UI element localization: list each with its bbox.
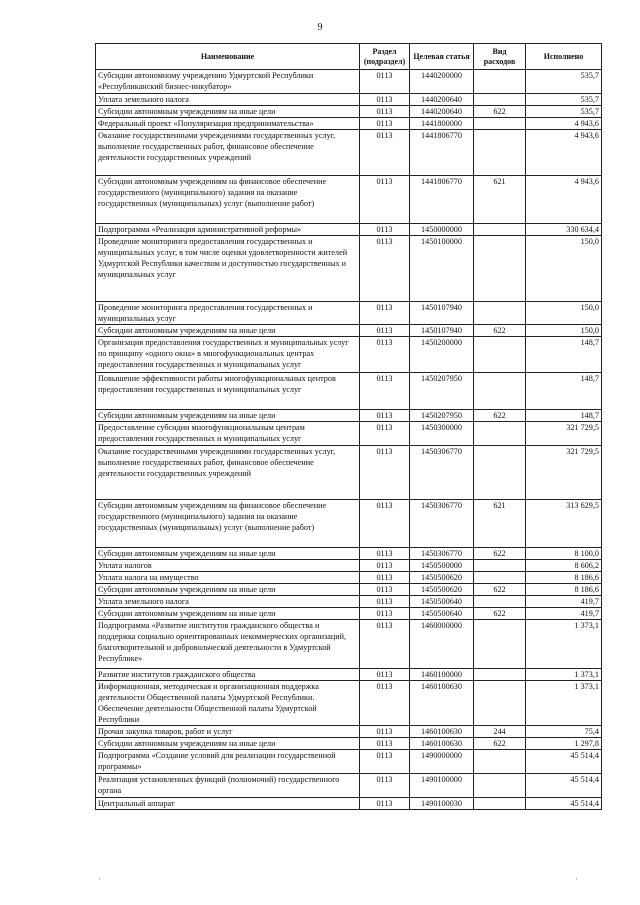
header-name: Наименование bbox=[96, 44, 360, 70]
cell-target: 1490100000 bbox=[410, 774, 474, 798]
cell-expense-type bbox=[474, 572, 526, 584]
page-number: 9 bbox=[317, 22, 323, 33]
cell-section: 0113 bbox=[360, 738, 410, 750]
cell-target: 1460000000 bbox=[410, 620, 474, 669]
cell-name: Субсидии автономным учреждениям на иные цели bbox=[96, 738, 360, 750]
cell-target: 1440200000 bbox=[410, 70, 474, 94]
table-row bbox=[96, 94, 602, 106]
cell-name: Субсидии автономным учреждениям на иные цели bbox=[96, 584, 360, 596]
cell-executed: 321 729,5 bbox=[526, 422, 602, 446]
cell-name: Подпрограмма «Развитие институтов гражданского общества и поддержка социально ориентированных некоммерческих организаций, благотворительной и добровольческой деятельности в Удмуртской Республике» bbox=[96, 620, 360, 669]
table-row bbox=[96, 620, 602, 669]
budget-execution-table bbox=[95, 43, 602, 810]
table-row bbox=[96, 560, 602, 572]
cell-expense-type bbox=[474, 798, 526, 810]
cell-name: Субсидии автономным учреждениям на иные цели bbox=[96, 325, 360, 337]
cell-target: 1460100630 bbox=[410, 738, 474, 750]
table-row bbox=[96, 608, 602, 620]
table-row bbox=[96, 70, 602, 94]
table-row bbox=[96, 410, 602, 422]
table-row bbox=[96, 224, 602, 236]
cell-name: Субсидии автономным учреждениям на иные цели bbox=[96, 608, 360, 620]
cell-section: 0113 bbox=[360, 118, 410, 130]
table-row bbox=[96, 118, 602, 130]
cell-executed: 535,7 bbox=[526, 94, 602, 106]
cell-expense-type bbox=[474, 373, 526, 410]
cell-section: 0113 bbox=[360, 572, 410, 584]
cell-expense-type bbox=[474, 560, 526, 572]
cell-name: Подпрограмма «Реализация административной реформы» bbox=[96, 224, 360, 236]
cell-section: 0113 bbox=[360, 325, 410, 337]
cell-executed: 419,7 bbox=[526, 608, 602, 620]
cell-target: 1440200640 bbox=[410, 106, 474, 118]
cell-executed: 150,0 bbox=[526, 325, 602, 337]
scan-mark: · bbox=[575, 874, 578, 884]
cell-name: Организация предоставления государственных и муниципальных услуг по принципу «одного окна» в многофункциональных центрах предоставления государственных и муниципальных услуг bbox=[96, 337, 360, 373]
cell-name: Информационная, методическая и организационная поддержка деятельности Общественной палаты Удмуртской Республики. Обеспечение деятельности Общественной палаты Удмуртской Республики bbox=[96, 681, 360, 726]
cell-expense-type bbox=[474, 596, 526, 608]
cell-target: 1450207950 bbox=[410, 410, 474, 422]
table-row bbox=[96, 548, 602, 560]
cell-section: 0113 bbox=[360, 500, 410, 548]
cell-executed: 45 514,4 bbox=[526, 798, 602, 810]
cell-name: Развитие институтов гражданского общества bbox=[96, 669, 360, 681]
cell-executed: 4 943,6 bbox=[526, 118, 602, 130]
cell-name: Реализация установленных функций (полномочий) государственного органа bbox=[96, 774, 360, 798]
header-executed: Исполнено bbox=[526, 44, 602, 70]
cell-executed: 150,0 bbox=[526, 236, 602, 302]
cell-target: 1450200000 bbox=[410, 337, 474, 373]
cell-target: 1460100000 bbox=[410, 669, 474, 681]
table-header-row bbox=[96, 44, 602, 70]
table-row bbox=[96, 738, 602, 750]
cell-expense-type: 622 bbox=[474, 325, 526, 337]
cell-section: 0113 bbox=[360, 176, 410, 224]
cell-target: 1450500640 bbox=[410, 608, 474, 620]
cell-name: Субсидии автономным учреждениям на иные цели bbox=[96, 548, 360, 560]
cell-section: 0113 bbox=[360, 446, 410, 500]
cell-executed: 8 100,0 bbox=[526, 548, 602, 560]
cell-name: Предоставление субсидии многофункциональным центрам предоставления государственных и муниципальных услуг bbox=[96, 422, 360, 446]
cell-target: 1450500620 bbox=[410, 584, 474, 596]
cell-section: 0113 bbox=[360, 669, 410, 681]
cell-name: Федеральный проект «Популяризация предпринимательства» bbox=[96, 118, 360, 130]
cell-expense-type bbox=[474, 302, 526, 325]
cell-section: 0113 bbox=[360, 548, 410, 560]
cell-executed: 148,7 bbox=[526, 373, 602, 410]
cell-target: 1450000000 bbox=[410, 224, 474, 236]
table-row bbox=[96, 422, 602, 446]
cell-executed: 4 943,6 bbox=[526, 176, 602, 224]
cell-target: 1441800000 bbox=[410, 118, 474, 130]
cell-section: 0113 bbox=[360, 302, 410, 325]
cell-section: 0113 bbox=[360, 584, 410, 596]
cell-target: 1441806770 bbox=[410, 130, 474, 176]
cell-target: 1450306770 bbox=[410, 500, 474, 548]
cell-section: 0113 bbox=[360, 224, 410, 236]
cell-section: 0113 bbox=[360, 798, 410, 810]
table-row bbox=[96, 726, 602, 738]
cell-target: 1450107940 bbox=[410, 302, 474, 325]
cell-name: Уплата налогов bbox=[96, 560, 360, 572]
cell-target: 1450300000 bbox=[410, 422, 474, 446]
table-row bbox=[96, 798, 602, 810]
cell-section: 0113 bbox=[360, 596, 410, 608]
cell-executed: 75,4 bbox=[526, 726, 602, 738]
cell-name: Субсидии автономным учреждениям на финансовое обеспечение государственного (муниципального) задания на оказание государственных (муниципальных) услуг (выполнение работ) bbox=[96, 176, 360, 224]
cell-executed: 150,0 bbox=[526, 302, 602, 325]
cell-executed: 1 373,1 bbox=[526, 681, 602, 726]
cell-expense-type bbox=[474, 118, 526, 130]
cell-expense-type bbox=[474, 750, 526, 774]
cell-name: Субсидии автономному учреждению Удмуртской Республики «Республиканский бизнес-инкубатор» bbox=[96, 70, 360, 94]
cell-section: 0113 bbox=[360, 726, 410, 738]
cell-expense-type bbox=[474, 224, 526, 236]
table-row bbox=[96, 750, 602, 774]
cell-section: 0113 bbox=[360, 608, 410, 620]
table-row bbox=[96, 584, 602, 596]
cell-name: Центральный аппарат bbox=[96, 798, 360, 810]
cell-executed: 8 186,6 bbox=[526, 572, 602, 584]
cell-expense-type: 622 bbox=[474, 106, 526, 118]
cell-executed: 45 514,4 bbox=[526, 750, 602, 774]
cell-section: 0113 bbox=[360, 410, 410, 422]
cell-executed: 4 943,6 bbox=[526, 130, 602, 176]
cell-target: 1450100000 bbox=[410, 236, 474, 302]
cell-name: Подпрограмма «Создание условий для реализации государственной программы» bbox=[96, 750, 360, 774]
table-row bbox=[96, 572, 602, 584]
cell-name: Уплата земельного налога bbox=[96, 596, 360, 608]
cell-name: Уплата земельного налога bbox=[96, 94, 360, 106]
cell-target: 1460100630 bbox=[410, 681, 474, 726]
cell-target: 1490100030 bbox=[410, 798, 474, 810]
cell-executed: 45 514,4 bbox=[526, 774, 602, 798]
table-row bbox=[96, 373, 602, 410]
table-row bbox=[96, 774, 602, 798]
cell-expense-type: 244 bbox=[474, 726, 526, 738]
cell-name: Субсидии автономным учреждениям на финансовое обеспечение государственного (муниципального) задания на оказание государственных (муниципальных) услуг (выполнение работ) bbox=[96, 500, 360, 548]
cell-name: Прочая закупка товаров, работ и услуг bbox=[96, 726, 360, 738]
cell-expense-type bbox=[474, 620, 526, 669]
cell-section: 0113 bbox=[360, 236, 410, 302]
cell-executed: 419,7 bbox=[526, 596, 602, 608]
cell-expense-type bbox=[474, 94, 526, 106]
table-row bbox=[96, 176, 602, 224]
cell-executed: 1 297,8 bbox=[526, 738, 602, 750]
cell-name: Оказание государственными учреждениями государственных услуг, выполнение государственных работ, финансовое обеспечение деятельности государственных учреждений bbox=[96, 446, 360, 500]
cell-section: 0113 bbox=[360, 774, 410, 798]
table-row bbox=[96, 106, 602, 118]
cell-expense-type bbox=[474, 337, 526, 373]
cell-executed: 535,7 bbox=[526, 106, 602, 118]
cell-expense-type: 622 bbox=[474, 608, 526, 620]
cell-name: Субсидии автономным учреждениям на иные цели bbox=[96, 106, 360, 118]
header-target: Целевая статья bbox=[410, 44, 474, 70]
table-row bbox=[96, 302, 602, 325]
table-row bbox=[96, 130, 602, 176]
cell-name: Уплата налога на имущество bbox=[96, 572, 360, 584]
cell-section: 0113 bbox=[360, 560, 410, 572]
table-row bbox=[96, 446, 602, 500]
cell-executed: 321 729,5 bbox=[526, 446, 602, 500]
cell-executed: 313 629,5 bbox=[526, 500, 602, 548]
cell-expense-type bbox=[474, 669, 526, 681]
cell-expense-type: 622 bbox=[474, 410, 526, 422]
cell-expense-type bbox=[474, 70, 526, 94]
cell-expense-type: 622 bbox=[474, 584, 526, 596]
cell-target: 1440200640 bbox=[410, 94, 474, 106]
scan-mark: · bbox=[98, 874, 101, 884]
cell-name: Повышение эффективности работы многофункциональных центров предоставления государственных и муниципальных услуг bbox=[96, 373, 360, 410]
table-row bbox=[96, 236, 602, 302]
cell-target: 1490000000 bbox=[410, 750, 474, 774]
cell-executed: 148,7 bbox=[526, 337, 602, 373]
cell-expense-type bbox=[474, 130, 526, 176]
header-expense-type: Вид расходов bbox=[474, 44, 526, 70]
cell-section: 0113 bbox=[360, 94, 410, 106]
cell-expense-type bbox=[474, 774, 526, 798]
cell-name: Субсидии автономным учреждениям на иные цели bbox=[96, 410, 360, 422]
table-row bbox=[96, 669, 602, 681]
cell-executed: 148,7 bbox=[526, 410, 602, 422]
cell-name: Проведение мониторинга предоставления государственных и муниципальных услуг bbox=[96, 302, 360, 325]
cell-section: 0113 bbox=[360, 422, 410, 446]
table-row bbox=[96, 325, 602, 337]
cell-name: Оказание государственными учреждениями государственных услуг, выполнение государственных работ, финансовое обеспечение деятельности государственных учреждений bbox=[96, 130, 360, 176]
cell-executed: 535,7 bbox=[526, 70, 602, 94]
cell-section: 0113 bbox=[360, 337, 410, 373]
cell-section: 0113 bbox=[360, 750, 410, 774]
cell-executed: 330 634,4 bbox=[526, 224, 602, 236]
cell-expense-type bbox=[474, 236, 526, 302]
cell-executed: 1 373,1 bbox=[526, 669, 602, 681]
cell-expense-type: 622 bbox=[474, 738, 526, 750]
cell-section: 0113 bbox=[360, 620, 410, 669]
cell-expense-type bbox=[474, 681, 526, 726]
table-row bbox=[96, 500, 602, 548]
cell-section: 0113 bbox=[360, 106, 410, 118]
table-row bbox=[96, 596, 602, 608]
cell-expense-type: 621 bbox=[474, 500, 526, 548]
header-section: Раздел (подраздел) bbox=[360, 44, 410, 70]
cell-executed: 1 373,1 bbox=[526, 620, 602, 669]
cell-target: 1450500620 bbox=[410, 572, 474, 584]
cell-expense-type bbox=[474, 422, 526, 446]
cell-target: 1450207950 bbox=[410, 373, 474, 410]
cell-expense-type bbox=[474, 446, 526, 500]
cell-target: 1441806770 bbox=[410, 176, 474, 224]
cell-executed: 8 606,2 bbox=[526, 560, 602, 572]
cell-section: 0113 bbox=[360, 681, 410, 726]
cell-target: 1450306770 bbox=[410, 548, 474, 560]
cell-section: 0113 bbox=[360, 70, 410, 94]
cell-expense-type: 622 bbox=[474, 548, 526, 560]
cell-target: 1450500000 bbox=[410, 560, 474, 572]
cell-name: Проведение мониторинга предоставления государственных и муниципальных услуг, в том числе оценки удовлетворенности жителей Удмуртской Республики качеством и доступностью государственных и муниципальных услуг bbox=[96, 236, 360, 302]
cell-section: 0113 bbox=[360, 130, 410, 176]
cell-executed: 8 186,6 bbox=[526, 584, 602, 596]
table-row bbox=[96, 337, 602, 373]
table-row bbox=[96, 681, 602, 726]
cell-expense-type: 621 bbox=[474, 176, 526, 224]
cell-target: 1450306770 bbox=[410, 446, 474, 500]
cell-target: 1460100630 bbox=[410, 726, 474, 738]
cell-section: 0113 bbox=[360, 373, 410, 410]
cell-target: 1450107940 bbox=[410, 325, 474, 337]
cell-target: 1450500640 bbox=[410, 596, 474, 608]
